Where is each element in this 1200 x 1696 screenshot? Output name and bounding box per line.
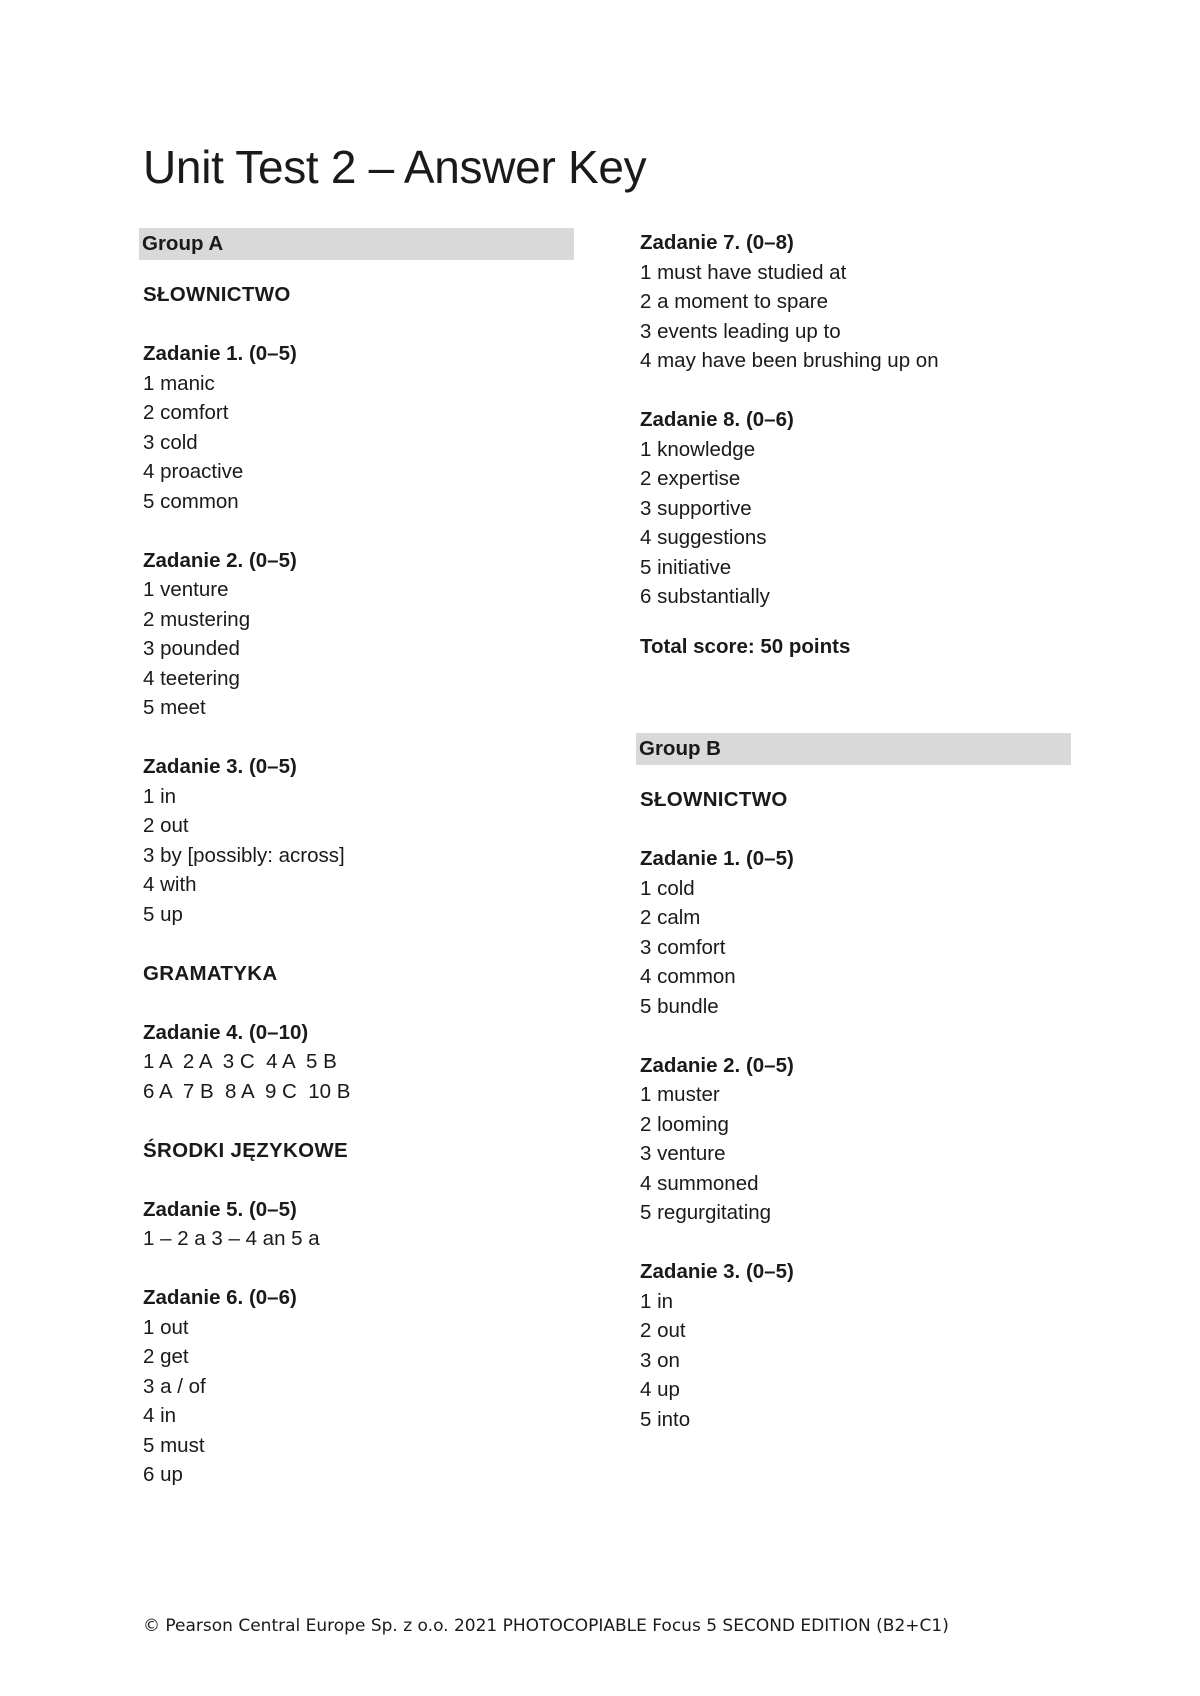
answer-line: 6 up <box>143 1463 183 1486</box>
group-a-label: Group A <box>139 228 574 260</box>
answer-line: 3 pounded <box>143 637 240 660</box>
answer-line: 2 mustering <box>143 607 251 631</box>
answer-line: 2 looming <box>640 1112 729 1136</box>
answer-line: 4 with <box>143 873 197 896</box>
group-a-continued-column <box>640 228 1072 661</box>
answer-line: 1 – 2 a 3 – 4 an 5 a <box>143 1227 320 1250</box>
answer-line: 4 may have been brushing up on <box>640 349 939 372</box>
answer-line: 4 suggestions <box>640 526 767 549</box>
task-3-title: Zadanie 3. (0–5) <box>143 755 297 778</box>
task-2-title: Zadanie 2. (0–5) <box>143 548 297 572</box>
answer-line: 1 in <box>143 784 177 808</box>
section-heading-vocabulary: SŁOWNICTWO <box>143 283 291 306</box>
total-score: Total score: 50 points <box>640 634 851 658</box>
answer-line: 5 into <box>640 1407 691 1431</box>
section-heading-vocabulary: SŁOWNICTWO <box>640 788 788 811</box>
answer-line: 4 up <box>640 1378 680 1401</box>
answer-line: 4 teetering <box>143 666 240 690</box>
group-b-column <box>640 733 1072 1434</box>
answer-line: 3 comfort <box>640 935 726 959</box>
answer-line: 1 muster <box>640 1083 720 1106</box>
answer-line: 1 cold <box>640 876 695 900</box>
answer-line: 5 bundle <box>640 994 719 1018</box>
task-8-title: Zadanie 8. (0–6) <box>640 408 794 431</box>
task-7-title: Zadanie 7. (0–8) <box>640 231 794 254</box>
answer-line: 6 A 7 B 8 A 9 C 10 B <box>143 1079 351 1103</box>
answer-line: 3 events leading up to <box>640 319 841 343</box>
answer-line: 1 A 2 A 3 C 4 A 5 B <box>143 1050 337 1073</box>
group-a-column <box>143 228 575 1490</box>
answer-line: 3 supportive <box>640 496 752 520</box>
answer-line: 4 summoned <box>640 1171 759 1195</box>
answer-line: 5 must <box>143 1433 205 1457</box>
answer-line: 3 venture <box>640 1142 726 1165</box>
copyright-footer: © Pearson Central Europe Sp. z o.o. 2021 PHOTOCOPIABLE Focus 5 SECOND EDITION (B2+C1) <box>143 1616 949 1636</box>
answer-line: 4 proactive <box>143 460 244 483</box>
answer-line: 3 cold <box>143 430 198 454</box>
task-6-title: Zadanie 6. (0–6) <box>143 1286 297 1309</box>
group-b-label: Group B <box>636 733 1071 765</box>
task-4-title: Zadanie 4. (0–10) <box>143 1020 309 1044</box>
answer-line: 4 in <box>143 1404 177 1427</box>
answer-line: 6 substantially <box>640 585 770 608</box>
answer-line: 4 common <box>640 965 736 988</box>
task-3-title: Zadanie 3. (0–5) <box>640 1260 794 1283</box>
answer-line: 2 comfort <box>143 401 229 424</box>
section-heading-language-means: ŚRODKI JĘZYKOWE <box>143 1138 348 1162</box>
answer-line: 3 by [possibly: across] <box>143 843 345 867</box>
answer-line: 5 meet <box>143 696 206 719</box>
answer-line: 2 out <box>143 814 189 837</box>
answer-line: 5 common <box>143 489 239 513</box>
task-5-title: Zadanie 5. (0–5) <box>143 1197 297 1221</box>
answer-line: 5 initiative <box>640 555 732 579</box>
answer-line: 3 on <box>640 1348 680 1372</box>
task-1-title: Zadanie 1. (0–5) <box>143 342 297 365</box>
task-2-title: Zadanie 2. (0–5) <box>640 1053 794 1077</box>
answer-line: 3 a / of <box>143 1374 206 1398</box>
page-title: Unit Test 2 – Answer Key <box>143 141 647 193</box>
answer-line: 2 out <box>640 1319 686 1342</box>
section-heading-grammar: GRAMATYKA <box>143 961 278 985</box>
answer-line: 1 out <box>143 1315 189 1339</box>
answer-line: 5 up <box>143 902 183 926</box>
answer-line: 2 calm <box>640 906 701 929</box>
answer-line: 1 venture <box>143 578 229 601</box>
answer-line: 2 get <box>143 1345 189 1368</box>
answer-line: 5 regurgitating <box>640 1201 772 1224</box>
answer-line: 1 must have studied at <box>640 260 847 284</box>
task-1-title: Zadanie 1. (0–5) <box>640 847 794 870</box>
answer-line: 1 manic <box>143 371 215 395</box>
answer-line: 2 a moment to spare <box>640 290 829 313</box>
answer-line: 1 knowledge <box>640 437 756 461</box>
answer-line: 2 expertise <box>640 467 741 490</box>
answer-line: 1 in <box>640 1289 674 1313</box>
